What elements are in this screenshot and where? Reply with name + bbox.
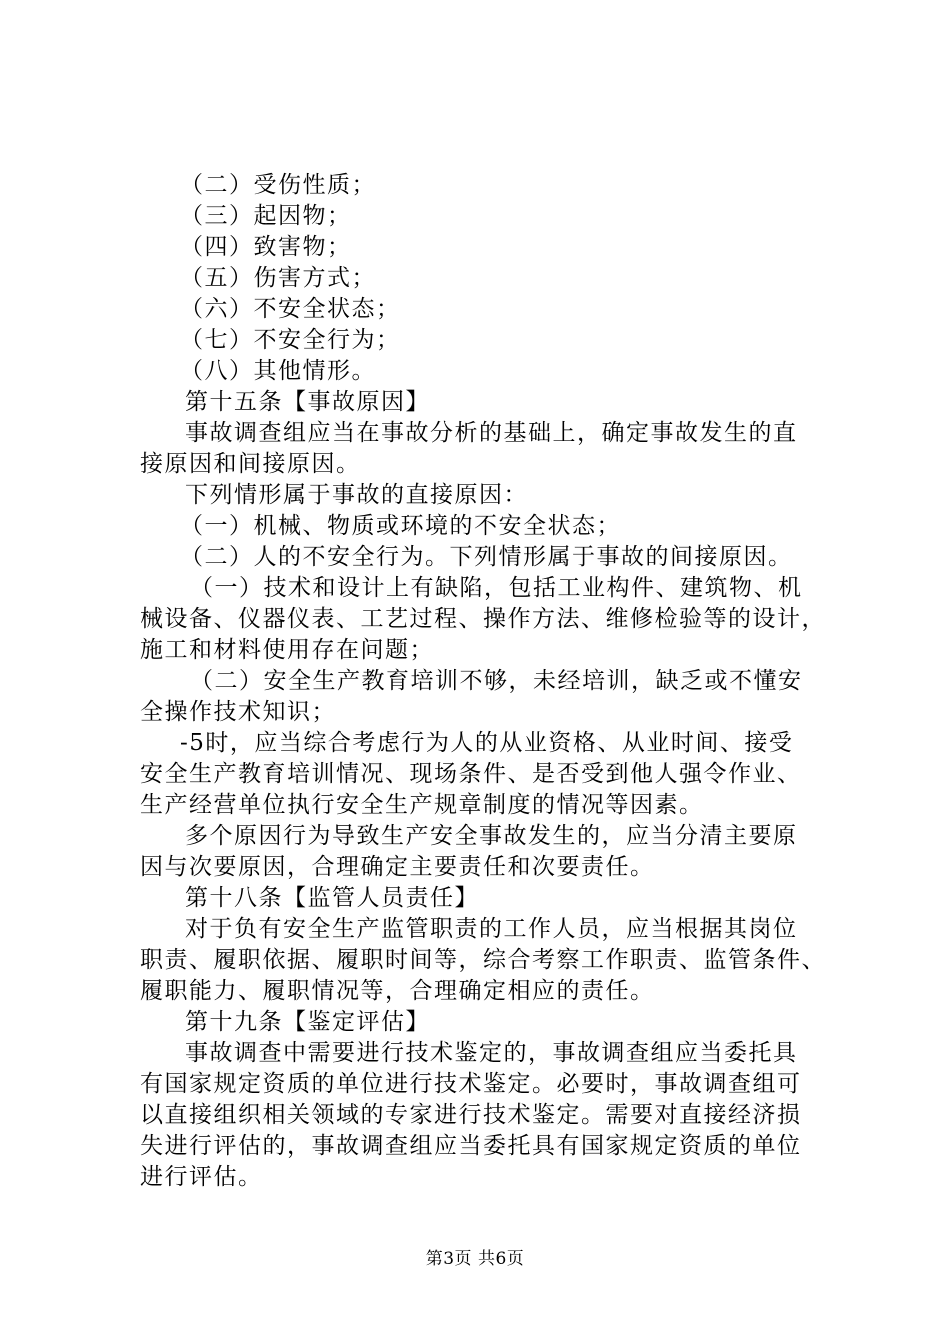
paragraph-line: 对于负有安全生产监管职责的工作人员，应当根据其岗位 (185, 916, 798, 942)
paragraph-line: 因与次要原因，合理确定主要责任和次要责任。 (140, 854, 655, 880)
article-15-heading: 第十五条【事故原因】 (185, 389, 430, 415)
paragraph-line: 事故调查中需要进行技术鉴定的，事故调查组应当委托具 (185, 1040, 798, 1066)
list-item-8: （八）其他情形。 (180, 358, 376, 384)
paragraph-line: 安全生产教育培训情况、现场条件、是否受到他人强令作业、 (140, 761, 802, 787)
list-item: （一）机械、物质或环境的不安全状态； (180, 513, 621, 539)
paragraph-line: 全操作技术知识； (140, 699, 336, 725)
paragraph-line: 以直接组织相关领域的专家进行技术鉴定。需要对直接经济损 (140, 1102, 802, 1128)
paragraph-line: 多个原因行为导致生产安全事故发生的，应当分清主要原 (185, 823, 798, 849)
list-item-7: （七）不安全行为； (180, 327, 401, 353)
paragraph-line: 事故调查组应当在事故分析的基础上，确定事故发生的直 (185, 420, 798, 446)
paragraph-line: 失进行评估的，事故调查组应当委托具有国家规定资质的单位 (140, 1133, 802, 1159)
list-item-3: （三）起因物； (180, 203, 352, 229)
article-18-heading: 第十八条【监管人员责任】 (185, 885, 479, 911)
paragraph-line: -5时，应当综合考虑行为人的从业资格、从业时间、接受 (180, 730, 794, 756)
paragraph-line: 接原因和间接原因。 (140, 451, 361, 477)
paragraph-line: 下列情形属于事故的直接原因： (185, 482, 528, 508)
list-item: （二）安全生产教育培训不够，未经培训，缺乏或不懂安 (190, 668, 803, 694)
paragraph-line: 有国家规定资质的单位进行技术鉴定。必要时，事故调查组可 (140, 1071, 802, 1097)
list-item-6: （六）不安全状态； (180, 296, 401, 322)
list-item-4: （四）致害物； (180, 234, 352, 260)
paragraph-line: 职责、履职依据、履职时间等，综合考察工作职责、监管条件、 (140, 947, 826, 973)
document-body (140, 170, 840, 1193)
article-19-heading: 第十九条【鉴定评估】 (185, 1009, 430, 1035)
paragraph-line: 进行评估。 (140, 1164, 263, 1190)
paragraph-line: 械设备、仪器仪表、工艺过程、操作方法、维修检验等的设计， (140, 606, 826, 632)
page-number-footer: 第3页 共6页 (425, 1249, 525, 1269)
paragraph-line: 施工和材料使用存在问题； (140, 637, 434, 663)
list-item-2: （二）受伤性质； (180, 172, 376, 198)
paragraph-line: 生产经营单位执行安全生产规章制度的情况等因素。 (140, 792, 704, 818)
list-item: （一）技术和设计上有缺陷，包括工业构件、建筑物、机 (190, 575, 803, 601)
paragraph-line: 履职能力、履职情况等，合理确定相应的责任。 (140, 978, 655, 1004)
list-item: （二）人的不安全行为。下列情形属于事故的间接原因。 (180, 544, 793, 570)
list-item-5: （五）伤害方式； (180, 265, 376, 291)
